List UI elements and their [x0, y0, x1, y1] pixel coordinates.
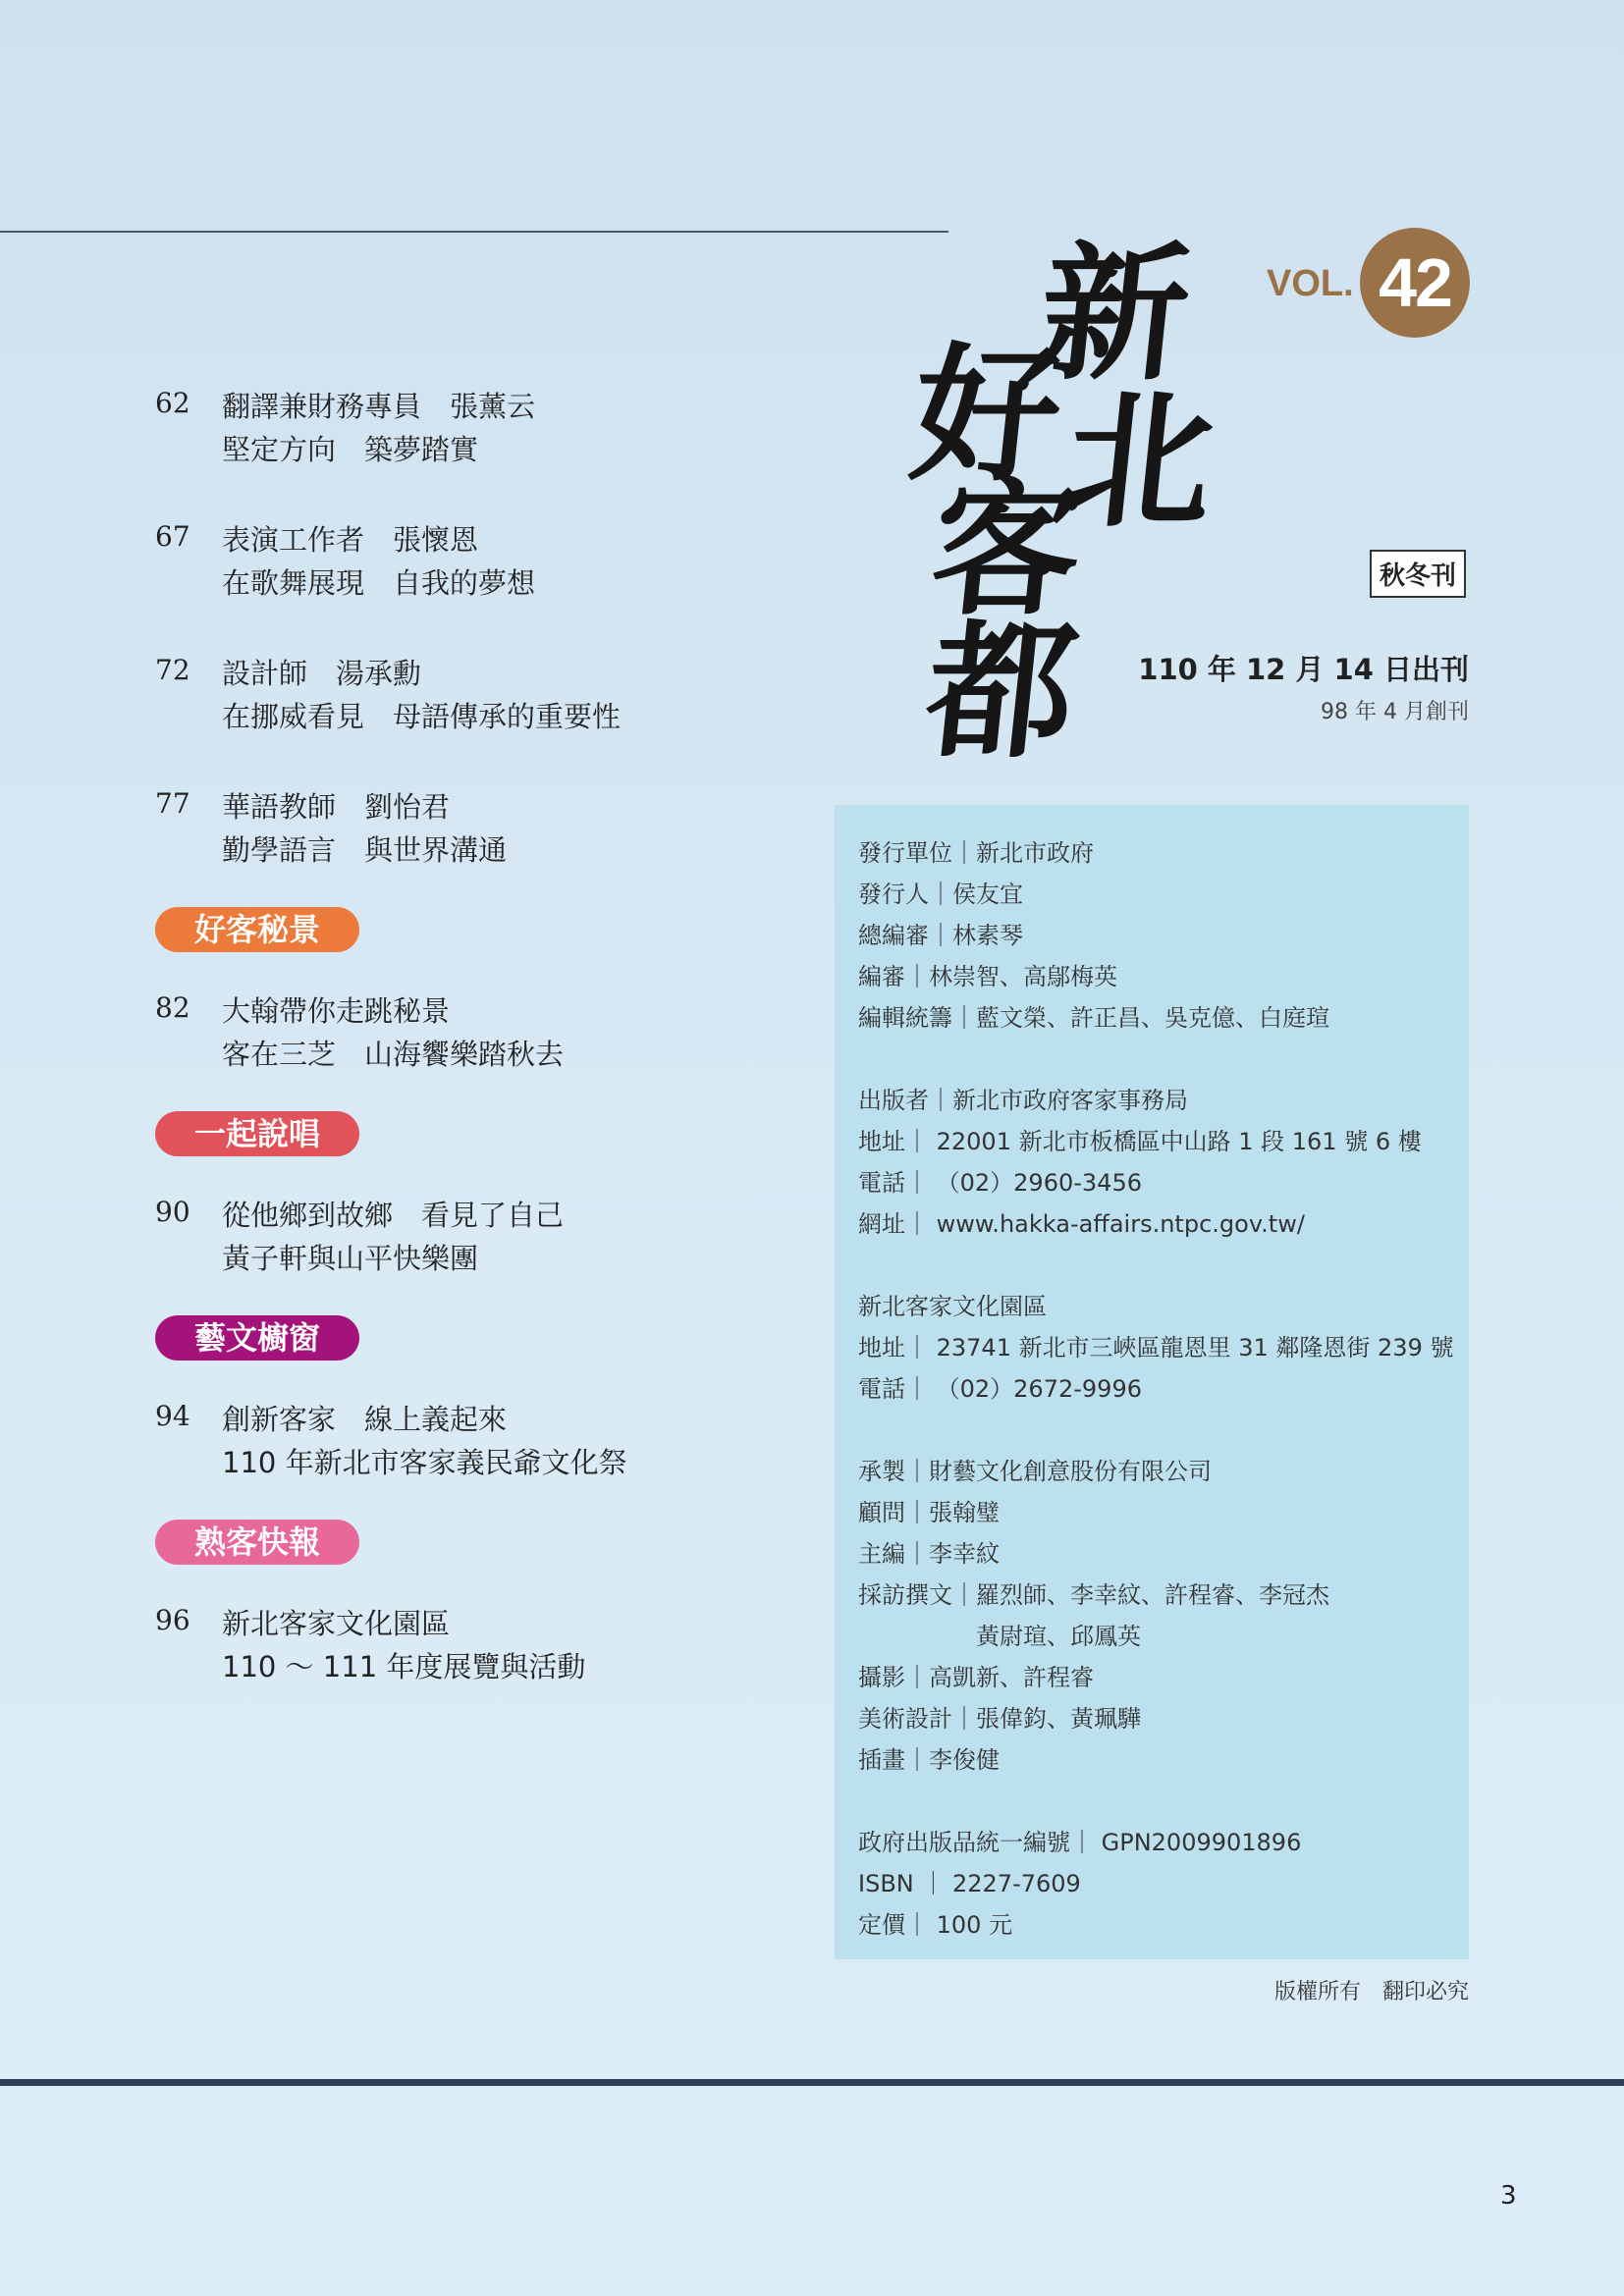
volume-number-badge: 42 [1360, 228, 1470, 338]
entry-subtitle: 堅定方向 築夢踏實 [222, 433, 479, 466]
toc-group-arts-window [155, 1315, 862, 1484]
toc-entry[interactable] [155, 1602, 862, 1688]
page-number-ref: 67 [155, 520, 190, 553]
colophon-spacer [858, 1781, 1445, 1822]
colophon-row: 主編｜李幸紋 [858, 1540, 1000, 1568]
page-number-ref: 94 [155, 1400, 190, 1432]
copyright-notice: 版權所有 翻印必究 [1273, 1980, 1469, 2004]
colophon-row: 美術設計｜張偉鈞、黃珮驊 [858, 1705, 1141, 1733]
toc-entry[interactable] [155, 989, 862, 1076]
page-number-ref: 72 [155, 654, 190, 686]
top-divider [0, 231, 948, 233]
masthead-char: 好 [903, 329, 1070, 502]
colophon-row: 黃尉瑄、邱鳳英 [858, 1623, 1141, 1650]
colophon-spacer [858, 1410, 1445, 1451]
colophon-row: 承製｜財藝文化創意股份有限公司 [858, 1458, 1212, 1485]
section-badge: 藝文櫥窗 [155, 1315, 359, 1361]
colophon-row: 插畫｜李俊健 [858, 1746, 1000, 1774]
colophon-row: 發行人｜侯友宜 [858, 881, 1023, 908]
colophon-spacer [858, 1039, 1445, 1080]
colophon-row: 總編審｜林素琴 [858, 922, 1023, 949]
volume-label: VOL. [1267, 263, 1354, 304]
entry-title: 設計師 湯承勳 [222, 657, 422, 690]
colophon-row: 顧問｜張翰璧 [858, 1499, 1000, 1526]
issue-date: 110 年 12 月 14 日出刊 [1138, 653, 1469, 686]
colophon-row: 地址｜ 23741 新北市三峽區龍恩里 31 鄰隆恩街 239 號 [858, 1334, 1454, 1362]
page-number-ref: 96 [155, 1604, 190, 1636]
colophon-row: 採訪撰文｜羅烈師、李幸紋、許程睿、李冠杰 [858, 1581, 1329, 1609]
toc-entry[interactable] [155, 652, 862, 738]
entry-subtitle: 在歌舞展現 自我的夢想 [222, 566, 536, 600]
colophon-row: 編輯統籌｜藍文榮、許正昌、吳克億、白庭瑄 [858, 1004, 1329, 1032]
colophon-row: 電話｜ （02）2672-9996 [858, 1375, 1142, 1403]
section-badge: 好客秘景 [155, 907, 359, 952]
entry-title: 創新客家 線上義起來 [222, 1403, 508, 1436]
toc-group-sing-together [155, 1111, 862, 1280]
entry-title: 華語教師 劉怡君 [222, 790, 451, 824]
masthead-char: 新 [1031, 228, 1198, 400]
toc-group-hidden-scenery [155, 907, 862, 1076]
entry-subtitle: 黃子軒與山平快樂團 [222, 1242, 479, 1275]
section-badge: 熟客快報 [155, 1520, 359, 1565]
toc-group-news [155, 1520, 862, 1688]
entry-subtitle: 110 ～ 111 年度展覽與活動 [222, 1650, 586, 1683]
table-of-contents [155, 385, 862, 1735]
colophon-row: 新北客家文化園區 [858, 1293, 1047, 1320]
colophon-row: ISBN ｜ 2227-7609 [858, 1870, 1081, 1897]
entry-subtitle: 勤學語言 與世界溝通 [222, 833, 508, 867]
bottom-divider [0, 2079, 1624, 2086]
page-number-ref: 90 [155, 1196, 190, 1228]
masthead-logo [903, 226, 1222, 778]
entry-title: 翻譯兼財務專員 張薰云 [222, 390, 536, 423]
entry-subtitle: 110 年新北市客家義民爺文化祭 [222, 1446, 627, 1479]
colophon-spacer [858, 1245, 1445, 1286]
page-number: 3 [1500, 2181, 1517, 2211]
page-number-ref: 62 [155, 387, 190, 419]
entry-title: 新北客家文化園區 [222, 1607, 451, 1640]
entry-title: 表演工作者 張懷恩 [222, 523, 479, 557]
toc-group-profiles [155, 385, 862, 872]
founded-date: 98 年 4 月創刊 [1321, 700, 1469, 724]
colophon-row: 定價｜ 100 元 [858, 1911, 1013, 1939]
colophon-row: 政府出版品統一編號｜ GPN2009901896 [858, 1829, 1302, 1856]
colophon-website[interactable]: 網址｜ www.hakka-affairs.ntpc.gov.tw/ [858, 1210, 1305, 1238]
colophon-box [835, 805, 1469, 1959]
toc-entry[interactable] [155, 518, 862, 605]
toc-entry[interactable] [155, 785, 862, 872]
section-badge: 一起說唱 [155, 1111, 359, 1156]
entry-subtitle: 客在三芝 山海饗樂踏秋去 [222, 1038, 565, 1071]
toc-entry[interactable] [155, 385, 862, 471]
colophon-row: 發行單位｜新北市政府 [858, 839, 1094, 867]
page-number-ref: 82 [155, 991, 190, 1024]
colophon-row: 電話｜ （02）2960-3456 [858, 1169, 1142, 1197]
masthead-char: 北 [1056, 375, 1222, 548]
page-number-ref: 77 [155, 787, 190, 820]
entry-subtitle: 在挪威看見 母語傳承的重要性 [222, 700, 622, 733]
toc-entry[interactable] [155, 1194, 862, 1280]
masthead-char: 都 [918, 606, 1085, 778]
colophon-row: 出版者｜新北市政府客家事務局 [858, 1087, 1188, 1114]
masthead-char: 客 [923, 463, 1090, 636]
colophon-row: 編審｜林崇智、高鄔梅英 [858, 963, 1117, 990]
season-label: 秋冬刊 [1370, 550, 1466, 598]
entry-title: 從他鄉到故鄉 看見了自己 [222, 1199, 565, 1232]
colophon-row: 攝影｜高凱新、許程睿 [858, 1664, 1094, 1691]
toc-entry[interactable] [155, 1398, 862, 1484]
colophon-row: 地址｜ 22001 新北市板橋區中山路 1 段 161 號 6 樓 [858, 1128, 1422, 1155]
entry-title: 大翰帶你走跳秘景 [222, 994, 451, 1028]
